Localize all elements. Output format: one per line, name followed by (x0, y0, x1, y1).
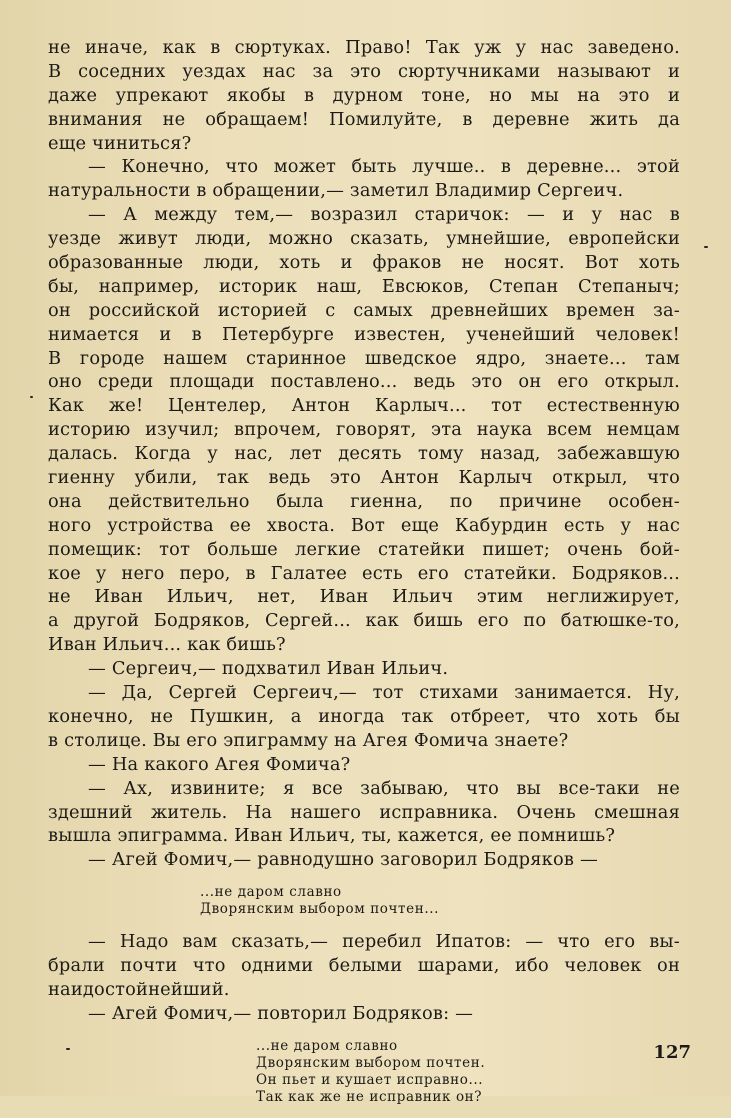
text-line: бы, например, историк наш, Евсюков, Степан Степаныч; (48, 275, 680, 297)
text-line: — А между тем,— возразил старичок: — и у нас в (88, 204, 680, 226)
text-line: вышла эпиграмма. Иван Ильич, ты, кажется, ее помнишь? (48, 825, 616, 847)
text-line: — Да, Сергей Сергеич,— тот стихами занимается. Ну, (88, 682, 680, 704)
text-line: далась. Когда у нас, лет десять тому назад, забежавшую (48, 443, 680, 465)
text-line: — Конечно, что может быть лучше.. в деревне... этой (88, 156, 680, 178)
text-line: — Агей Фомич,— равнодушно заговорил Бодряков — (88, 849, 598, 871)
text-line: — Ах, извините; я все забываю, что вы все-таки не (88, 777, 680, 799)
page-text (48, 36, 680, 1118)
verse-line: ...не даром славно (200, 884, 342, 901)
text-line: конечно, не Пушкин, а иногда так отбреет, что хоть бы (48, 705, 680, 727)
text-line: а другой Бодряков, Сергей... как бишь его по батюшке-то, (48, 610, 680, 632)
verse-line: Он пьет и кушает исправно... (256, 1071, 484, 1088)
page-speck (66, 1048, 70, 1050)
text-line: — Агей Фомич,— повторил Бодряков: — (88, 1002, 474, 1024)
text-line: она действительно была гиенна, по причине особен- (48, 490, 680, 512)
text-line: уезде живут люди, можно сказать, умнейшие, европейски (48, 228, 680, 250)
text-line: В городе нашем старинное шведское ядро, знаете... там (48, 347, 680, 369)
text-line: гиенну убили, так ведь это Антон Карлыч открыл, что (48, 467, 680, 489)
page-speck (704, 246, 708, 248)
text-line: наидостойнейший. (48, 978, 230, 1000)
page-number: 127 (653, 1042, 691, 1063)
verse-line: Дворянским выбором почтен. (256, 1054, 486, 1071)
text-line: нимается и в Петербурге известен, ученейший человек! (48, 323, 680, 345)
text-line: натуральности в обращении,— заметил Владимир Сергеич. (48, 180, 624, 202)
text-line: Иван Ильич... как бишь? (48, 634, 286, 656)
text-line: в столице. Вы его эпиграмму на Агея Фомича знаете? (48, 729, 569, 751)
text-line: помещик: тот больше легкие статейки пишет; очень бой- (48, 538, 680, 560)
page-speck (30, 396, 33, 398)
text-line: ного устройства ее хвоста. Вот еще Кабурдин есть у нас (48, 514, 680, 536)
text-line: брали почти что одними белыми шарами, ибо человек он (48, 955, 680, 977)
text-line: внимания не обращаем! Помилуйте, в деревне жить да (48, 108, 680, 130)
verse-line: ...не даром славно (256, 1037, 398, 1054)
text-line: он российской историей с самых древнейших времен за- (48, 299, 680, 321)
text-line: даже упрекают якобы в дурном тоне, но мы на это и (48, 84, 680, 106)
text-line: историю изучил; впрочем, говорят, эта наука всем немцам (48, 419, 680, 441)
text-line: — Надо вам сказать,— перебил Ипатов: — что его вы- (88, 931, 680, 953)
text-line: кое у него перо, в Галатее есть его статейки. Бодряков... (48, 562, 680, 584)
text-line: — Сергеич,— подхватил Иван Ильич. (88, 658, 449, 680)
text-line: В соседних уездах нас за это сюртучниками называют и (48, 60, 680, 82)
text-line: не Иван Ильич, нет, Иван Ильич этим неглижирует, (48, 586, 680, 608)
text-line: — На какого Агея Фомича? (88, 753, 351, 775)
text-line: не иначе, как в сюртуках. Право! Так уж у нас заведено. (48, 37, 680, 58)
text-line: еще чиниться? (48, 132, 192, 154)
text-line: здешний житель. На нашего исправника. Очень смешная (48, 801, 680, 823)
verse-line: Так как же не исправник он? (256, 1088, 483, 1105)
verse-line: Дворянским выбором почтен... (200, 901, 439, 918)
text-line: Как же! Центелер, Антон Карлыч... тот естественную (48, 395, 680, 417)
text-line: оно среди площади поставлено... ведь это он его открыл. (48, 371, 680, 393)
text-line: образованные люди, хоть и фраков не носят. Вот хоть (48, 252, 680, 274)
